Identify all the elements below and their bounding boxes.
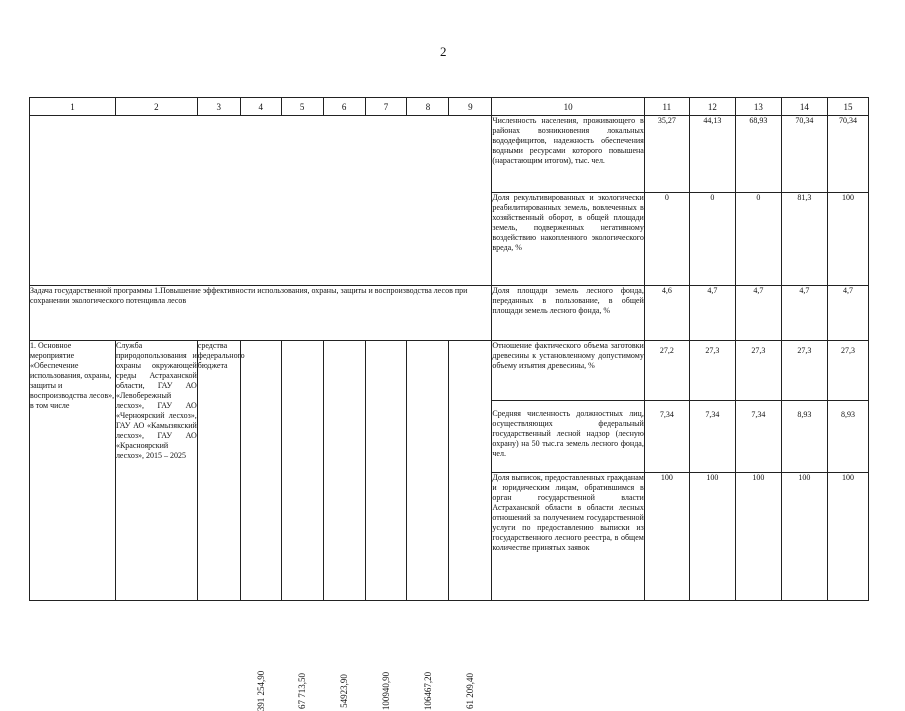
- header-cell: 5: [281, 98, 323, 116]
- header-cell: 4: [240, 98, 281, 116]
- value-cell: 4,6: [644, 286, 689, 341]
- table-row: [30, 116, 869, 193]
- header-cell: 14: [781, 98, 827, 116]
- value-cell: 100: [827, 193, 868, 286]
- header-cell: 2: [115, 98, 197, 116]
- value-cell: 100: [827, 473, 868, 601]
- amount-cell: [323, 341, 365, 708]
- value-cell: 100: [735, 473, 781, 601]
- page-number: 2: [440, 44, 447, 59]
- value-cell: 100: [644, 473, 689, 601]
- value-cell: 0: [689, 193, 735, 286]
- amount-cell: [240, 341, 281, 711]
- value-cell: 68,93: [735, 116, 781, 193]
- amount-cell: [407, 341, 449, 711]
- funding-source: средства федерального бюджета: [197, 341, 240, 601]
- task-title: Задача государственной программы 1.Повышение эффективности использования, охраны, защиты и воспроизводства лесов при сохранении экологического потенцивла лесов: [30, 286, 492, 341]
- value-cell: 81,3: [781, 193, 827, 286]
- value-cell: 4,7: [689, 286, 735, 341]
- amount-cell: [449, 341, 492, 709]
- value-cell: 7,34: [644, 401, 689, 473]
- header-cell: 1: [30, 98, 116, 116]
- value-cell: 7,34: [735, 401, 781, 473]
- header-cell: 9: [449, 98, 492, 116]
- value-cell: 4,7: [827, 286, 868, 341]
- value-cell: 27,2: [644, 341, 689, 401]
- amount-cell: [365, 341, 407, 711]
- amount-cell: [281, 341, 323, 709]
- amount-total: 391 254,90: [255, 670, 266, 711]
- indicator-cell: Отношение фактического объема заготовки древесины к установленному допустимому объему изъятия древесины, %: [492, 341, 644, 401]
- value-cell: 27,3: [781, 341, 827, 401]
- indicator-cell: Доля рекультивированных и экологически реабилитированных земель, вовлеченных в хозяйственный оборот, в общей площади земель, подверженных негативному воздействию накопленного экологического вреда, %: [492, 193, 644, 286]
- indicator-cell: Средняя численность должностных лиц, осуществляющих федеральный государственный лесной надзор (лесную охрану) на 50 тыс.га земель лесного фонда, чел.: [492, 401, 644, 473]
- header-cell: 12: [689, 98, 735, 116]
- value-cell: 70,34: [781, 116, 827, 193]
- measure-row: [30, 341, 869, 401]
- amount-year: 67 713,50: [297, 673, 308, 709]
- header-cell: 10: [492, 98, 644, 116]
- indicator-cell: Доля площади земель лесного фонда, переданных в пользование, в общей площади земель лесного фонда, %: [492, 286, 644, 341]
- header-cell: 6: [323, 98, 365, 116]
- header-cell: 13: [735, 98, 781, 116]
- value-cell: 8,93: [827, 401, 868, 473]
- value-cell: 100: [781, 473, 827, 601]
- header-cell: 8: [407, 98, 449, 116]
- value-cell: 7,34: [689, 401, 735, 473]
- value-cell: 70,34: [827, 116, 868, 193]
- value-cell: 27,3: [735, 341, 781, 401]
- amount-year: 54923,90: [339, 674, 350, 708]
- empty-cell: [30, 116, 492, 286]
- value-cell: 27,3: [689, 341, 735, 401]
- value-cell: 44,13: [689, 116, 735, 193]
- value-cell: 4,7: [781, 286, 827, 341]
- value-cell: 35,27: [644, 116, 689, 193]
- header-cell: 11: [644, 98, 689, 116]
- measure-executor: Служба природопользования и охраны окружающей среды Астраханской области, ГАУ АО «Левобережный лесхоз», ГАУ АО «Черноярский лесхоз», ГАУ АО «Камызякский лесхоз», ГАУ АО «Красноярский лесхоз», 2015 – 2025: [115, 341, 197, 601]
- value-cell: 0: [735, 193, 781, 286]
- header-cell: 3: [197, 98, 240, 116]
- header-cell: 7: [365, 98, 407, 116]
- value-cell: 0: [644, 193, 689, 286]
- amount-year: 61 209,40: [465, 673, 476, 709]
- indicator-cell: Численность населения, проживающего в районах возникновения локальных вододефицитов, надежность обеспечения водными ресурсами которого повышена (нарастающим итогом), тыс. чел.: [492, 116, 644, 193]
- value-cell: 8,93: [781, 401, 827, 473]
- task-row: [30, 286, 869, 341]
- header-cell: 15: [827, 98, 868, 116]
- value-cell: 27,3: [827, 341, 868, 401]
- amount-year: 100940,90: [381, 671, 392, 711]
- value-cell: 100: [689, 473, 735, 601]
- header-row: [30, 98, 869, 116]
- program-table: [29, 97, 869, 711]
- indicator-cell: Доля выписок, предоставленных гражданам и юридическим лицам, обратившимся в орган государственной власти Астраханской области в области лесных отношений за получением государственной услуги по предоставлению выписки из государственного лесного реестра, в общем количестве принятых заявок: [492, 473, 644, 601]
- measure-name: 1. Основное мероприятие «Обеспечение использования, охраны, защиты и воспроизводства лесов», в том числе: [30, 341, 116, 601]
- value-cell: 4,7: [735, 286, 781, 341]
- amount-year: 106467,20: [422, 671, 433, 711]
